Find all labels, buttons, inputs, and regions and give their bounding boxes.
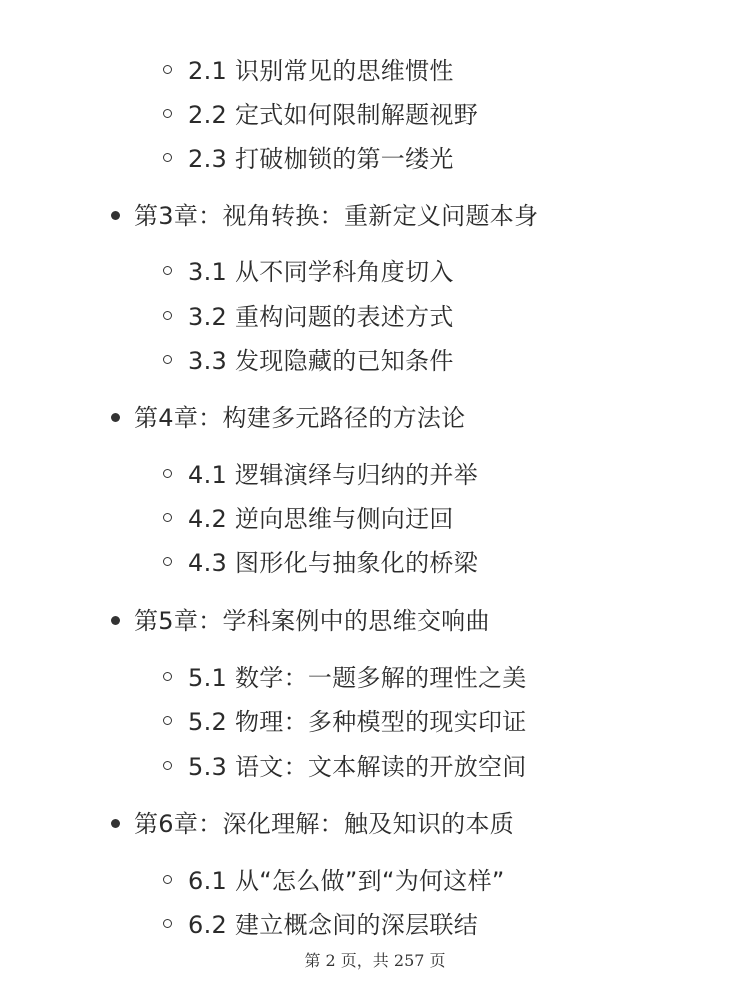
toc-section-item <box>0 51 750 91</box>
hollow-bullet-icon <box>163 672 172 681</box>
hollow-bullet-icon <box>163 355 172 364</box>
hollow-bullet-icon <box>163 513 172 522</box>
filled-bullet-icon <box>111 211 120 220</box>
toc-section-item <box>0 297 750 337</box>
section-title: 3.1 从不同学科角度切入 <box>188 258 454 286</box>
filled-bullet-icon <box>111 819 120 828</box>
hollow-bullet-icon <box>163 311 172 320</box>
chapter-title: 第5章：学科案例中的思维交响曲 <box>134 607 490 635</box>
section-title: 4.3 图形化与抽象化的桥梁 <box>188 549 478 577</box>
toc-section-item <box>0 905 750 945</box>
section-title: 6.2 建立概念间的深层联结 <box>188 911 478 939</box>
section-title: 5.3 语文：文本解读的开放空间 <box>188 753 527 781</box>
chapter-title: 第6章：深化理解：触及知识的本质 <box>134 810 515 838</box>
section-title: 2.3 打破枷锁的第一缕光 <box>188 145 454 173</box>
section-title: 2.1 识别常见的思维惯性 <box>188 57 454 85</box>
filled-bullet-icon <box>111 413 120 422</box>
hollow-bullet-icon <box>163 469 172 478</box>
hollow-bullet-icon <box>163 109 172 118</box>
toc-section-item <box>0 861 750 901</box>
hollow-bullet-icon <box>163 761 172 770</box>
toc-section-item <box>0 747 750 787</box>
page-number-footer: 第 2 页，共 257 页 <box>304 951 446 970</box>
hollow-bullet-icon <box>163 65 172 74</box>
toc-section-item <box>0 658 750 698</box>
hollow-bullet-icon <box>163 875 172 884</box>
toc-chapter-item <box>0 398 750 438</box>
hollow-bullet-icon <box>163 919 172 928</box>
hollow-bullet-icon <box>163 266 172 275</box>
chapter-title: 第4章：构建多元路径的方法论 <box>134 404 466 432</box>
hollow-bullet-icon <box>163 153 172 162</box>
chapter-title: 第3章：视角转换：重新定义问题本身 <box>134 202 539 230</box>
toc-section-item <box>0 341 750 381</box>
hollow-bullet-icon <box>163 716 172 725</box>
section-title: 3.3 发现隐藏的已知条件 <box>188 347 454 375</box>
toc-section-item <box>0 499 750 539</box>
section-title: 5.1 数学：一题多解的理性之美 <box>188 664 527 692</box>
toc-section-item <box>0 139 750 179</box>
hollow-bullet-icon <box>163 557 172 566</box>
section-title: 4.1 逻辑演绎与归纳的并举 <box>188 461 478 489</box>
toc-section-item <box>0 455 750 495</box>
section-title: 4.2 逆向思维与侧向迂回 <box>188 505 454 533</box>
toc-chapter-item <box>0 601 750 641</box>
section-title: 5.2 物理：多种模型的现实印证 <box>188 708 527 736</box>
toc-section-item <box>0 95 750 135</box>
section-title: 2.2 定式如何限制解题视野 <box>188 101 478 129</box>
toc-chapter-item <box>0 804 750 844</box>
section-title: 3.2 重构问题的表述方式 <box>188 303 454 331</box>
filled-bullet-icon <box>111 616 120 625</box>
toc-section-item <box>0 252 750 292</box>
toc-chapter-item <box>0 196 750 236</box>
toc-section-item <box>0 702 750 742</box>
toc-section-item <box>0 543 750 583</box>
section-title: 6.1 从“怎么做”到“为何这样” <box>188 867 505 895</box>
